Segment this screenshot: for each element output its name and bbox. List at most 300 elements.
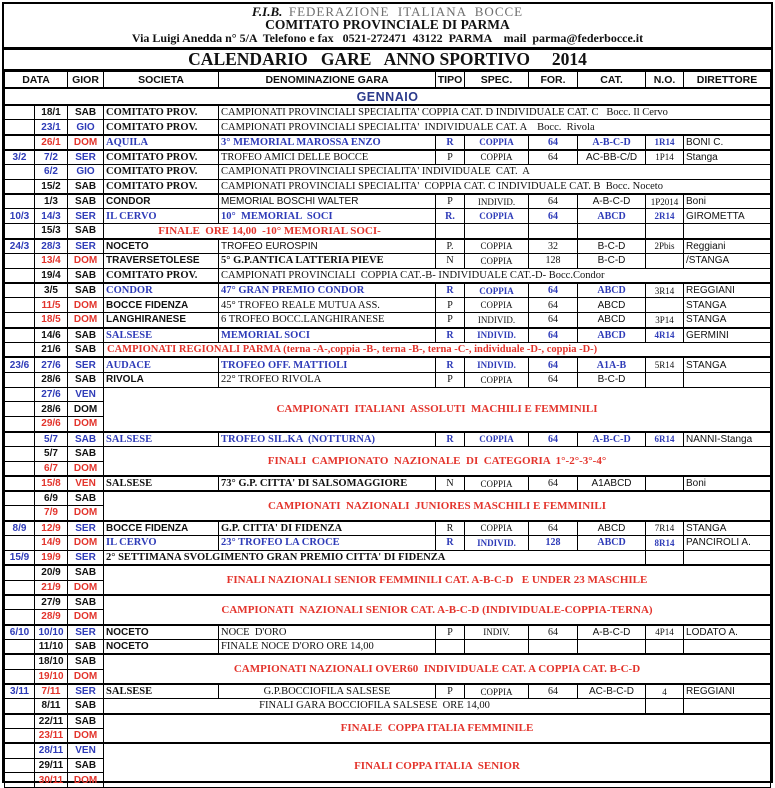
cell-director: /STANGA <box>684 253 771 268</box>
cell-day: SAB <box>68 446 104 461</box>
table-row <box>5 150 771 165</box>
cell-spec: COPPIA <box>465 150 529 165</box>
cell-event-name: 73° G.P. CITTA' DI SALSOMAGGIORE <box>219 476 436 491</box>
cell-date: 23/1 <box>35 120 68 135</box>
col-header-no: N.O. <box>646 72 684 89</box>
cell-tipo: N <box>436 476 465 491</box>
cell-formula: 32 <box>529 239 578 254</box>
cell-date: 5/7 <box>35 432 68 447</box>
cell-event-name: 23° TROFEO LA CROCE <box>219 535 436 550</box>
cell-tipo: R <box>436 283 465 298</box>
cell-director: STANGA <box>684 357 771 372</box>
cell-no: 3P14 <box>646 313 684 328</box>
cell-week-date <box>5 580 35 595</box>
cell-tipo: P <box>436 625 465 640</box>
cell-formula: 64 <box>529 372 578 387</box>
cell-date: 8/11 <box>35 699 68 714</box>
table-row <box>5 343 771 358</box>
cell-day: SAB <box>68 194 104 209</box>
cell-category: ABCD <box>578 328 646 343</box>
cell-category: A-B-C-D <box>578 135 646 150</box>
cell-director: LODATO A. <box>684 625 771 640</box>
cell-event-name: 3° MEMORIAL MAROSSA ENZO <box>219 135 436 150</box>
cell-week-date <box>5 743 35 758</box>
cell-category: A-B-C-D <box>578 625 646 640</box>
cell-no <box>646 476 684 491</box>
cell-date: 15/8 <box>35 476 68 491</box>
cell-day: DOM <box>68 580 104 595</box>
cell-formula: 64 <box>529 684 578 699</box>
cell-day: SER <box>68 357 104 372</box>
cell-category <box>578 639 646 654</box>
address-line: Via Luigi Anedda n° 5/A Telefono e fax 0521-272471 43122 PARMA mail parma@federbocce.it <box>131 31 644 45</box>
cell-day: VEN <box>68 476 104 491</box>
cell-date: 13/4 <box>35 253 68 268</box>
cell-society: SALSESE <box>104 432 219 447</box>
cell-spec: COPPIA <box>465 298 529 313</box>
cell-tipo <box>436 639 465 654</box>
cell-banner: FINALI NAZIONALI SENIOR FEMMINILI CAT. A-B-C-D E UNDER 23 MASCHILE <box>104 565 771 595</box>
cell-category: AC-BB-C/D <box>578 150 646 165</box>
table-row <box>5 179 771 194</box>
cell-week-date <box>5 402 35 417</box>
cell-empty <box>684 224 771 239</box>
cell-date: 5/7 <box>35 446 68 461</box>
cell-week-date <box>5 120 35 135</box>
cell-week-date <box>5 714 35 729</box>
cell-date: 27/9 <box>35 595 68 610</box>
cell-week-date <box>5 268 35 283</box>
cell-day: DOM <box>68 298 104 313</box>
cell-spec: COPPIA <box>465 372 529 387</box>
table-row <box>5 372 771 387</box>
cell-event-name: G.P. CITTA' DI FIDENZA <box>219 521 436 536</box>
cell-event-name: NOCE D'ORO <box>219 625 436 640</box>
cell-date: 28/9 <box>35 610 68 625</box>
table-row <box>5 595 771 610</box>
cell-empty <box>646 224 684 239</box>
cell-formula: 64 <box>529 476 578 491</box>
cell-director: PANCIROLI A. <box>684 535 771 550</box>
month-label: GENNAIO <box>5 88 771 105</box>
cell-no: 6R14 <box>646 432 684 447</box>
cell-day: SAB <box>68 758 104 773</box>
cell-week-date <box>5 506 35 521</box>
cell-director: NANNI-Stanga <box>684 432 771 447</box>
cell-event-name: 22° TROFEO RIVOLA <box>219 372 436 387</box>
cell-date: 1/3 <box>35 194 68 209</box>
cell-empty <box>684 550 771 565</box>
cell-formula: 64 <box>529 432 578 447</box>
cell-week-date <box>5 253 35 268</box>
cell-formula: 64 <box>529 283 578 298</box>
cell-no <box>646 298 684 313</box>
cell-day: SAB <box>68 699 104 714</box>
cell-event-name: 5° G.P.ANTICA LATTERIA PIEVE <box>219 253 436 268</box>
cell-date: 23/11 <box>35 728 68 743</box>
cell-spec: COPPIA <box>465 239 529 254</box>
cell-no <box>646 639 684 654</box>
cell-date: 15/3 <box>35 224 68 239</box>
cell-no: 3R14 <box>646 283 684 298</box>
cell-week-date <box>5 164 35 179</box>
cell-date: 19/10 <box>35 669 68 684</box>
cell-date: 18/1 <box>35 105 68 120</box>
cell-date: 6/9 <box>35 491 68 506</box>
cell-director: BONI C. <box>684 135 771 150</box>
cell-day: SAB <box>68 283 104 298</box>
cell-formula: 64 <box>529 625 578 640</box>
cell-date: 22/11 <box>35 714 68 729</box>
table-row <box>5 535 771 550</box>
cell-day: DOM <box>68 461 104 476</box>
cell-day: GIO <box>68 120 104 135</box>
cell-day: SAB <box>68 328 104 343</box>
cell-date: 29/11 <box>35 758 68 773</box>
cell-category: ABCD <box>578 298 646 313</box>
cell-event-name: FINALE NOCE D'ORO ORE 14,00 <box>219 639 436 654</box>
cell-director: Boni <box>684 194 771 209</box>
col-header-direttore: DIRETTORE <box>684 72 771 89</box>
cell-day: SAB <box>68 565 104 580</box>
col-header-cat: CAT. <box>578 72 646 89</box>
cell-week-date <box>5 535 35 550</box>
cell-date: 21/9 <box>35 580 68 595</box>
col-header-spec: SPEC. <box>465 72 529 89</box>
cell-director: Reggiani <box>684 239 771 254</box>
cell-no: 2Pbis <box>646 239 684 254</box>
cell-spec: COPPIA <box>465 283 529 298</box>
cell-no: 7R14 <box>646 521 684 536</box>
cell-week-date <box>5 194 35 209</box>
cell-director: REGGIANI <box>684 684 771 699</box>
cell-spec: COPPIA <box>465 521 529 536</box>
cell-empty <box>465 224 529 239</box>
cell-society: NOCETO <box>104 625 219 640</box>
cell-day: SAB <box>68 595 104 610</box>
table-row <box>5 239 771 254</box>
table-row <box>5 253 771 268</box>
cell-week-date <box>5 372 35 387</box>
table-row <box>5 313 771 328</box>
cell-date: 28/6 <box>35 372 68 387</box>
cell-day: SAB <box>68 343 104 358</box>
cell-spec: INDIVID. <box>465 328 529 343</box>
cell-banner: CAMPIONATI NAZIONALI SENIOR CAT. A-B-C-D (INDIVIDUALE-COPPIA-TERNA) <box>104 595 771 625</box>
cell-empty <box>646 550 684 565</box>
cell-day: DOM <box>68 506 104 521</box>
cell-spec: INDIVID. <box>465 357 529 372</box>
cell-day: DOM <box>68 535 104 550</box>
cell-week-date: 6/10 <box>5 625 35 640</box>
table-row <box>5 164 771 179</box>
cell-day: GIO <box>68 164 104 179</box>
cell-week-date <box>5 105 35 120</box>
cell-category: A-B-C-D <box>578 194 646 209</box>
cell-director: REGGIANI <box>684 283 771 298</box>
cell-week-date <box>5 283 35 298</box>
cell-society: COMITATO PROV. <box>104 120 219 135</box>
cell-no: 2R14 <box>646 209 684 224</box>
cell-week-date: 8/9 <box>5 521 35 536</box>
cell-week-date: 24/3 <box>5 239 35 254</box>
cell-empty <box>578 224 646 239</box>
calendar-rows <box>5 88 771 788</box>
cell-banner: CAMPIONATI NAZIONALI JUNIORES MASCHILI E FEMMINILI <box>104 491 771 521</box>
cell-formula: 64 <box>529 357 578 372</box>
cell-day: VEN <box>68 743 104 758</box>
cell-day: SER <box>68 550 104 565</box>
cell-week-date <box>5 491 35 506</box>
cell-event-wide: CAMPIONATI PROVINCIALI SPECIALITA' INDIVIDUALE CAT. A Bocc. Rivola <box>219 120 771 135</box>
cell-society: COMITATO PROV. <box>104 150 219 165</box>
table-row <box>5 268 771 283</box>
cell-week-date <box>5 669 35 684</box>
cell-week-date <box>5 461 35 476</box>
cell-society: NOCETO <box>104 239 219 254</box>
table-row <box>5 714 771 729</box>
cell-director <box>684 639 771 654</box>
cell-formula: 128 <box>529 253 578 268</box>
cell-week-date <box>5 328 35 343</box>
table-row <box>5 387 771 402</box>
cell-day: DOM <box>68 253 104 268</box>
cell-spec: INDIVID. <box>465 535 529 550</box>
col-header-gior: GIOR <box>68 72 104 89</box>
cell-spec: INDIVID. <box>465 194 529 209</box>
cell-week-date: 23/6 <box>5 357 35 372</box>
cell-event-name: 10° MEMORIAL SOCI <box>219 209 436 224</box>
cell-week-date <box>5 699 35 714</box>
cell-no: 1P2014 <box>646 194 684 209</box>
cell-spec: INDIVID. <box>465 313 529 328</box>
cell-formula: 64 <box>529 209 578 224</box>
cell-tipo: P <box>436 313 465 328</box>
cell-day: SAB <box>68 224 104 239</box>
cell-tipo: R <box>436 521 465 536</box>
cell-event-name: 45° TROFEO REALE MUTUA ASS. <box>219 298 436 313</box>
cell-society: SALSESE <box>104 684 219 699</box>
table-row <box>5 654 771 669</box>
cell-week-date <box>5 773 35 788</box>
cell-banner: CAMPIONATI ITALIANI ASSOLUTI MACHILI E FEMMINILI <box>104 387 771 432</box>
cell-category: ABCD <box>578 313 646 328</box>
cell-day: SAB <box>68 372 104 387</box>
table-row <box>5 120 771 135</box>
cell-event-wide: CAMPIONATI PROVINCIALI SPECIALITA' INDIVIDUALE CAT. A <box>219 164 771 179</box>
fib-abbreviation: F.I.B. <box>251 4 283 19</box>
cell-event-wide: 2° SETTIMANA SVOLGIMENTO GRAN PREMIO CITTA' DI FIDENZA <box>104 550 646 565</box>
cell-category: ABCD <box>578 521 646 536</box>
cell-spec: COPPIA <box>465 432 529 447</box>
cell-society: CONDOR <box>104 194 219 209</box>
table-row <box>5 357 771 372</box>
cell-date: 20/9 <box>35 565 68 580</box>
cell-date: 29/6 <box>35 417 68 432</box>
table-row <box>5 224 771 239</box>
cell-date: 12/9 <box>35 521 68 536</box>
col-header-denominazione: DENOMINAZIONE GARA <box>219 72 436 89</box>
cell-no: 5R14 <box>646 357 684 372</box>
cell-day: DOM <box>68 773 104 788</box>
cell-date: 15/2 <box>35 179 68 194</box>
cell-tipo: R <box>436 328 465 343</box>
cell-event-name: TROFEO SIL.KA (NOTTURNA) <box>219 432 436 447</box>
cell-society: LANGHIRANESE <box>104 313 219 328</box>
cell-society: AUDACE <box>104 357 219 372</box>
cell-week-date <box>5 313 35 328</box>
table-row <box>5 105 771 120</box>
cell-day: VEN <box>68 387 104 402</box>
cell-no: 1R14 <box>646 135 684 150</box>
cell-category: A1A-B <box>578 357 646 372</box>
cell-tipo: R <box>436 357 465 372</box>
cell-day: DOM <box>68 417 104 432</box>
cell-banner: CAMPIONATI REGIONALI PARMA (terna -A-,coppia -B-, terna -B-, terna -C-, individuale -D-, coppia -D-) <box>104 343 771 358</box>
cell-day: SAB <box>68 714 104 729</box>
cell-week-date <box>5 728 35 743</box>
cell-spec: COPPIA <box>465 209 529 224</box>
cell-week-date: 10/3 <box>5 209 35 224</box>
cell-formula: 64 <box>529 298 578 313</box>
cell-day: DOM <box>68 313 104 328</box>
cell-date: 6/2 <box>35 164 68 179</box>
cell-category: ABCD <box>578 283 646 298</box>
cell-formula: 64 <box>529 313 578 328</box>
cell-event-name: TROFEO EUROSPIN <box>219 239 436 254</box>
cell-date: 7/9 <box>35 506 68 521</box>
cell-day: DOM <box>68 402 104 417</box>
cell-category: ABCD <box>578 535 646 550</box>
cell-society: BOCCE FIDENZA <box>104 298 219 313</box>
cell-empty <box>529 224 578 239</box>
table-row <box>5 491 771 506</box>
cell-week-date: 15/9 <box>5 550 35 565</box>
cell-formula <box>529 639 578 654</box>
calendar-table <box>4 71 771 788</box>
cell-date: 28/6 <box>35 402 68 417</box>
cell-date: 6/7 <box>35 461 68 476</box>
cell-tipo: R. <box>436 209 465 224</box>
cell-formula: 64 <box>529 135 578 150</box>
cell-date: 11/5 <box>35 298 68 313</box>
cell-banner: FINALE COPPA ITALIA FEMMINILE <box>104 714 771 744</box>
col-header-data: DATA <box>5 72 68 89</box>
cell-date: 7/11 <box>35 684 68 699</box>
cell-week-date <box>5 432 35 447</box>
table-row <box>5 476 771 491</box>
cell-day: SER <box>68 239 104 254</box>
cell-date: 28/3 <box>35 239 68 254</box>
cell-society: SALSESE <box>104 328 219 343</box>
table-row <box>5 684 771 699</box>
cell-formula: 64 <box>529 521 578 536</box>
table-row <box>5 699 771 714</box>
cell-spec <box>465 639 529 654</box>
cell-date: 14/9 <box>35 535 68 550</box>
cell-week-date <box>5 387 35 402</box>
cell-tipo: R <box>436 535 465 550</box>
cell-day: SER <box>68 684 104 699</box>
cell-event-wide: CAMPIONATI PROVINCIALI SPECIALITA' COPPIA CAT. D INDIVIDUALE CAT. C Bocc. Il Cervo <box>219 105 771 120</box>
cell-date: 26/1 <box>35 135 68 150</box>
cell-tipo: P <box>436 150 465 165</box>
cell-tipo: R <box>436 135 465 150</box>
cell-date: 30/11 <box>35 773 68 788</box>
cell-category: ABCD <box>578 209 646 224</box>
cell-week-date <box>5 343 35 358</box>
cell-director: GERMINI <box>684 328 771 343</box>
cell-week-date <box>5 135 35 150</box>
calendar-title: CALENDARIO GARE ANNO SPORTIVO 2014 <box>4 50 771 71</box>
cell-week-date <box>5 595 35 610</box>
cell-tipo: P <box>436 684 465 699</box>
cell-tipo: P <box>436 372 465 387</box>
cell-day: DOM <box>68 610 104 625</box>
cell-week-date: 3/2 <box>5 150 35 165</box>
cell-tipo: P <box>436 194 465 209</box>
cell-society: NOCETO <box>104 639 219 654</box>
cell-society: RIVOLA <box>104 372 219 387</box>
table-row <box>5 521 771 536</box>
cell-event-wide: CAMPIONATI PROVINCIALI SPECIALITA' COPPIA CAT. C INDIVIDUALE CAT. B Bocc. Noceto <box>219 179 771 194</box>
cell-day: SAB <box>68 268 104 283</box>
cell-tipo: R <box>436 432 465 447</box>
cell-society: AQUILA <box>104 135 219 150</box>
cell-director: Boni <box>684 476 771 491</box>
cell-event-wide: FINALI GARA BOCCIOFILA SALSESE ORE 14,00 <box>104 699 646 714</box>
cell-no: 4P14 <box>646 625 684 640</box>
cell-event-name: MEMORIAL SOCI <box>219 328 436 343</box>
cell-week-date <box>5 476 35 491</box>
document-page <box>2 2 773 786</box>
cell-spec: INDIV. <box>465 625 529 640</box>
cell-day: SAB <box>68 179 104 194</box>
cell-no <box>646 372 684 387</box>
cell-director: GIROMETTA <box>684 209 771 224</box>
col-header-tipo: TIPO <box>436 72 465 89</box>
cell-society: COMITATO PROV. <box>104 179 219 194</box>
cell-spec: COPPIA <box>465 135 529 150</box>
cell-society: COMITATO PROV. <box>104 164 219 179</box>
cell-event-wide: CAMPIONATI PROVINCIALI COPPIA CAT.-B- INDIVIDUALE CAT.-D- Bocc.Condor <box>219 268 771 283</box>
cell-date: 27/6 <box>35 387 68 402</box>
cell-week-date <box>5 639 35 654</box>
cell-day: SAB <box>68 432 104 447</box>
cell-date: 27/6 <box>35 357 68 372</box>
cell-tipo: N <box>436 253 465 268</box>
cell-day: SAB <box>68 654 104 669</box>
cell-category: AC-B-C-D <box>578 684 646 699</box>
cell-event-name: 6 TROFEO BOCC.LANGHIRANESE <box>219 313 436 328</box>
cell-spec: COPPIA <box>465 684 529 699</box>
cell-event-name: TROFEO AMICI DELLE BOCCE <box>219 150 436 165</box>
month-row <box>5 88 771 105</box>
cell-week-date <box>5 446 35 461</box>
table-row <box>5 432 771 447</box>
cell-date: 18/10 <box>35 654 68 669</box>
cell-date: 14/3 <box>35 209 68 224</box>
cell-society: BOCCE FIDENZA <box>104 521 219 536</box>
cell-day: SER <box>68 209 104 224</box>
cell-formula: 128 <box>529 535 578 550</box>
cell-no <box>646 253 684 268</box>
cell-banner: FINALE ORE 14,00 -10° MEMORIAL SOCI- <box>104 224 436 239</box>
table-row <box>5 550 771 565</box>
cell-society: TRAVERSETOLESE <box>104 253 219 268</box>
cell-no: 8R14 <box>646 535 684 550</box>
committee-name: COMITATO PROVINCIALE DI PARMA <box>265 17 510 32</box>
